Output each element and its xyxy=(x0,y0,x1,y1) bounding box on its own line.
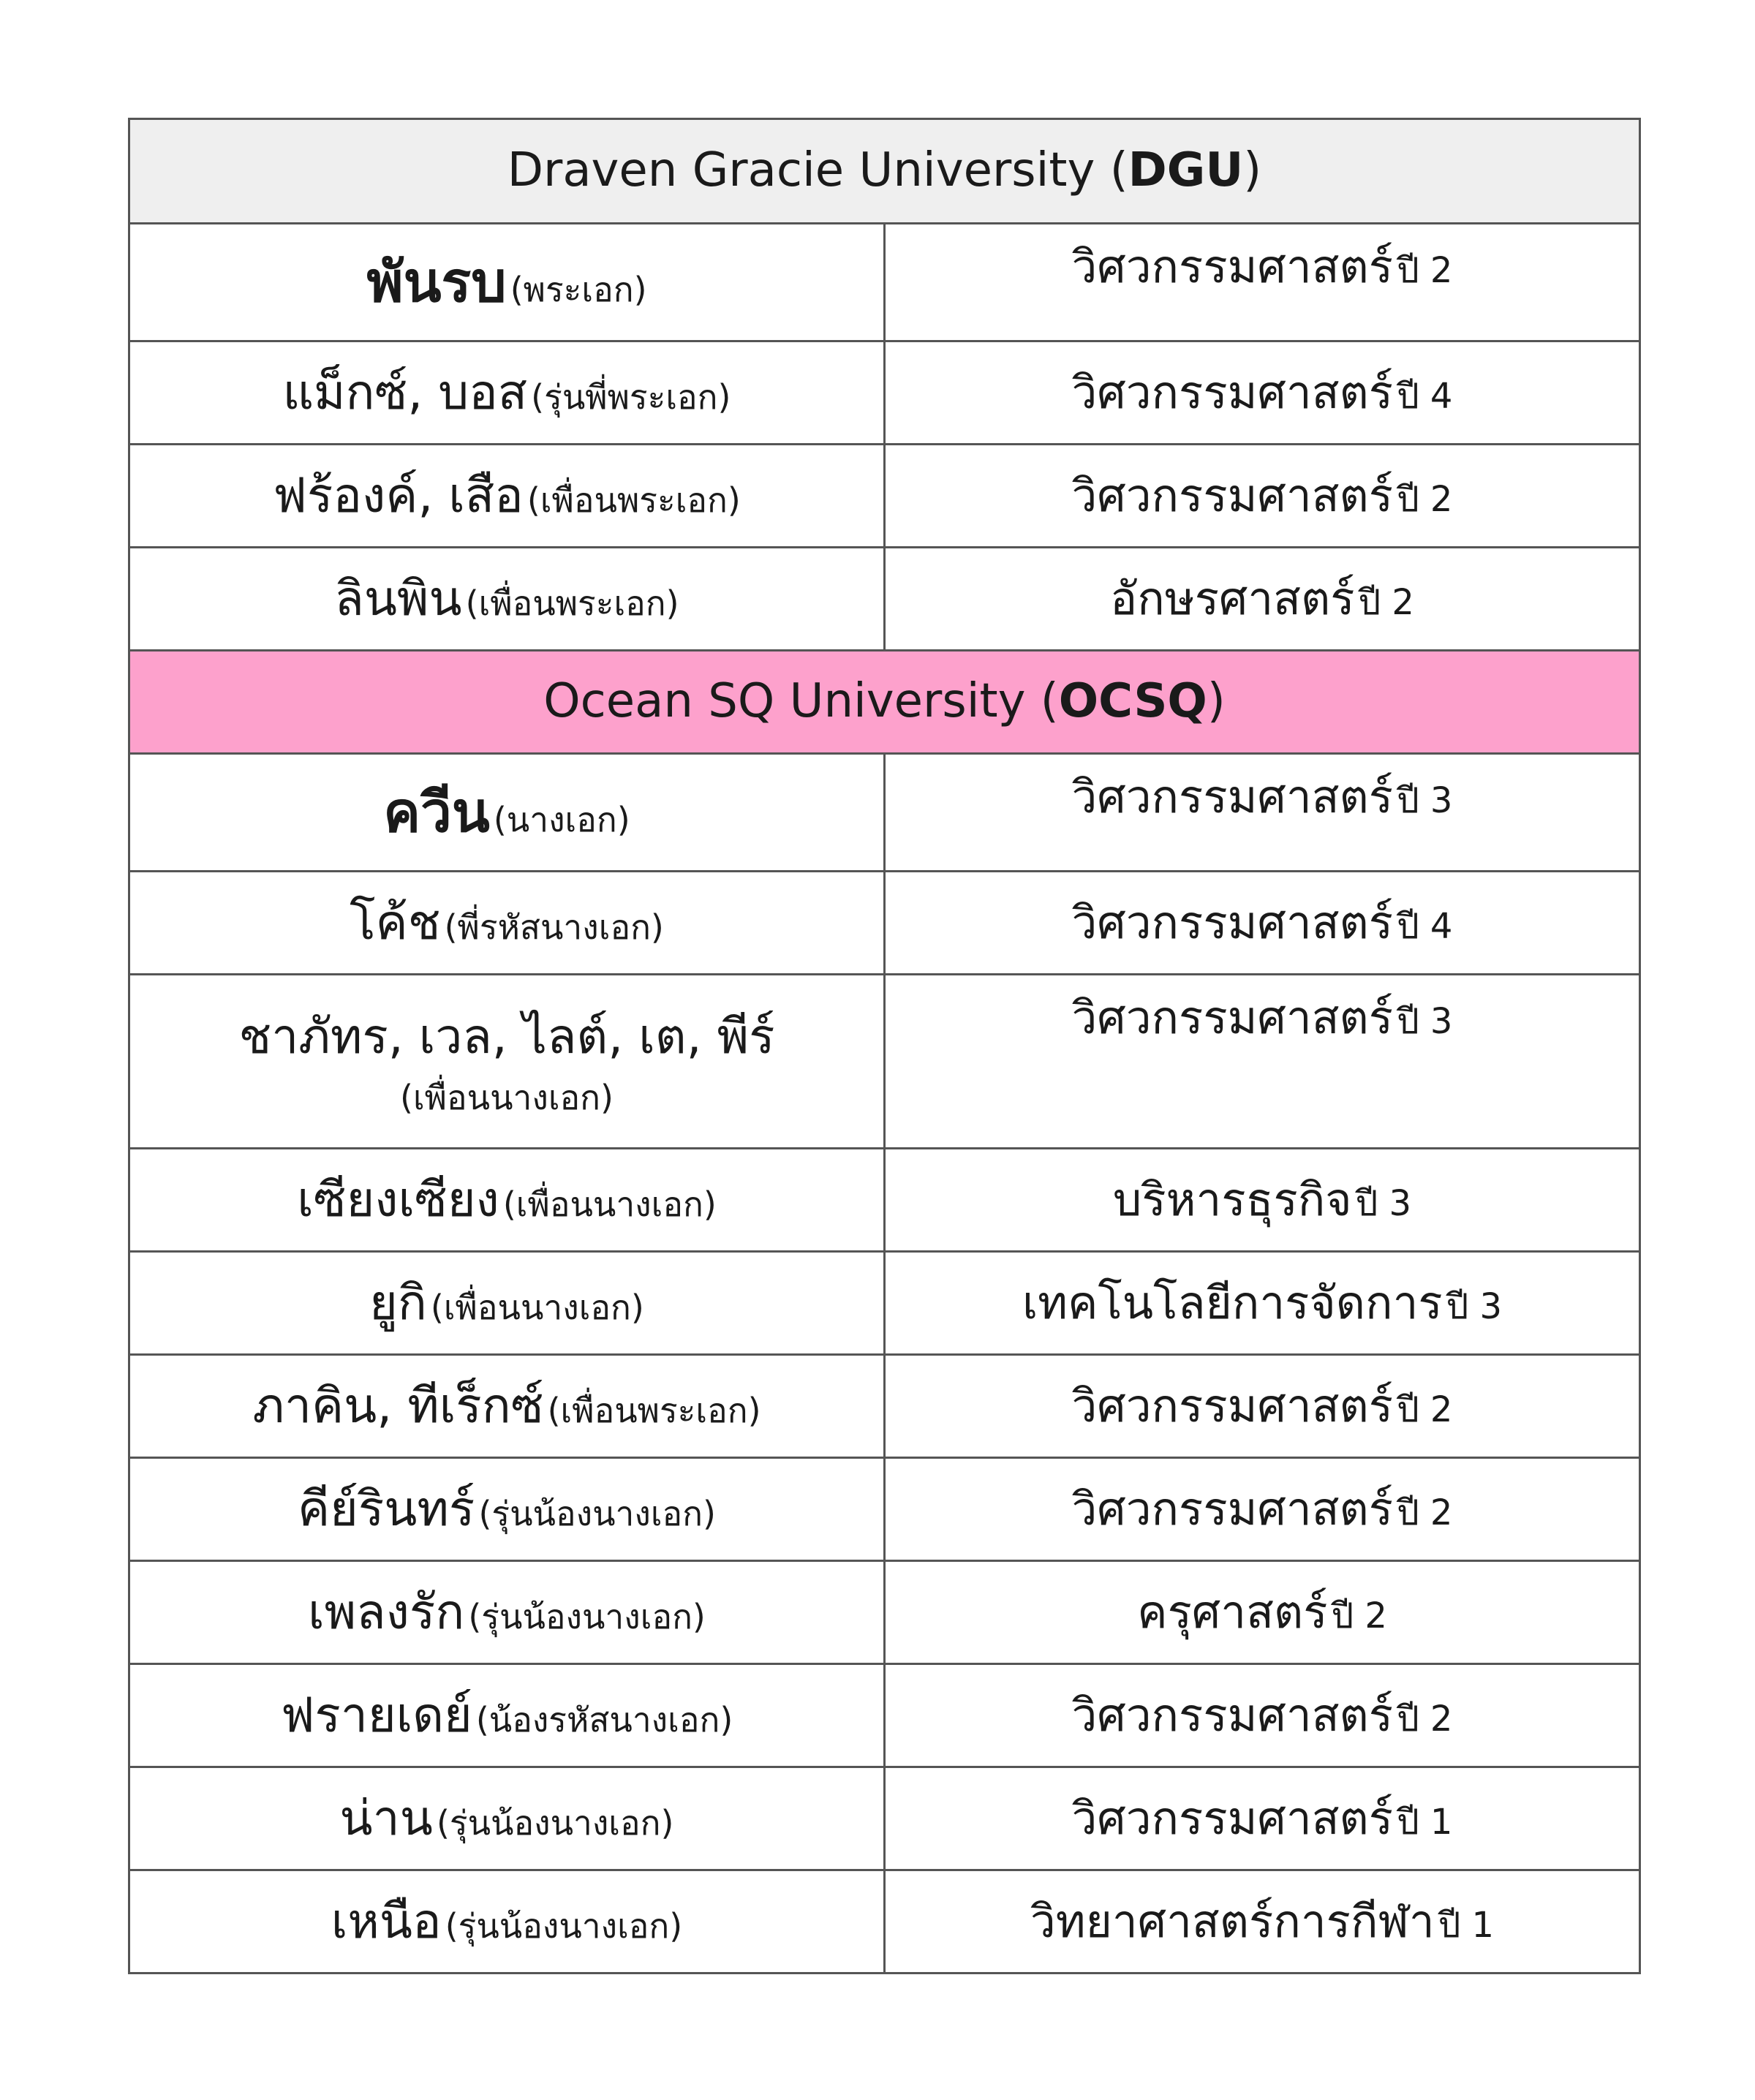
major-cell xyxy=(885,548,1640,651)
character-role: (รุ่นพี่พระเอก) xyxy=(531,377,731,418)
character-row xyxy=(129,224,1640,341)
study-year: ปี 2 xyxy=(1397,1492,1453,1534)
major-cell xyxy=(885,224,1640,341)
character-name: น่าน xyxy=(339,1790,433,1847)
major-cell xyxy=(885,1767,1640,1870)
character-cell xyxy=(129,341,885,445)
character-row xyxy=(129,1561,1640,1664)
character-role: (น้องรหัสนางเอก) xyxy=(475,1700,733,1740)
major-name: วิศวกรรมศาสตร์ xyxy=(1071,991,1394,1044)
character-row xyxy=(129,1149,1640,1252)
character-role: (เพื่อนนางเอก) xyxy=(400,1077,614,1117)
study-year: ปี 2 xyxy=(1397,479,1453,521)
character-name: ควีน xyxy=(383,779,490,845)
study-year: ปี 4 xyxy=(1397,906,1453,948)
major-cell xyxy=(885,1664,1640,1767)
university-title xyxy=(129,119,1640,224)
character-name: พันรบ xyxy=(366,249,507,315)
character-cell xyxy=(129,754,885,872)
character-role: (รุ่นน้องนางเอก) xyxy=(468,1597,706,1637)
character-name: ลินพิน xyxy=(334,570,462,627)
major-cell xyxy=(885,872,1640,975)
study-year: ปี 3 xyxy=(1446,1286,1503,1328)
character-row xyxy=(129,1252,1640,1355)
major-name: วิศวกรรมศาสตร์ xyxy=(1071,1482,1394,1536)
character-name: ฟรายเดย์ xyxy=(280,1687,472,1744)
character-row xyxy=(129,1870,1640,1974)
major-name: วิศวกรรมศาสตร์ xyxy=(1071,896,1394,950)
major-name: วิศวกรรมศาสตร์ xyxy=(1071,469,1394,523)
character-role: (รุ่นน้องนางเอก) xyxy=(445,1906,683,1946)
major-name: ครุศาสตร์ xyxy=(1137,1585,1328,1639)
university-name: Draven Gracie University xyxy=(507,143,1095,198)
character-role: (พี่รหัสนางเอก) xyxy=(444,907,664,948)
major-cell xyxy=(885,445,1640,548)
character-row xyxy=(129,445,1640,548)
paren-close: ) xyxy=(1243,143,1262,198)
character-cell xyxy=(129,1870,885,1974)
character-cell xyxy=(129,548,885,651)
study-year: ปี 4 xyxy=(1397,376,1453,418)
major-cell xyxy=(885,975,1640,1149)
character-row xyxy=(129,754,1640,872)
character-row xyxy=(129,975,1640,1149)
university-name: Ocean SQ University xyxy=(543,674,1026,729)
character-name: เหนือ xyxy=(331,1893,442,1950)
paren-open: ( xyxy=(1025,674,1059,729)
study-year: ปี 3 xyxy=(1397,780,1453,821)
character-role: (พระเอก) xyxy=(510,270,647,310)
character-role: (รุ่นน้องนางเอก) xyxy=(478,1494,716,1534)
character-cell xyxy=(129,1149,885,1252)
character-row xyxy=(129,341,1640,445)
character-name: ยูกิ xyxy=(369,1274,427,1332)
study-year: ปี 3 xyxy=(1355,1183,1411,1225)
major-name: วิศวกรรมศาสตร์ xyxy=(1071,1791,1394,1846)
character-cell xyxy=(129,1458,885,1561)
major-cell xyxy=(885,754,1640,872)
major-name: วิศวกรรมศาสตร์ xyxy=(1071,240,1394,293)
study-year: ปี 2 xyxy=(1397,1389,1453,1431)
character-row xyxy=(129,1355,1640,1458)
major-name: วิทยาศาสตร์การกีฬา xyxy=(1030,1895,1435,1949)
study-year: ปี 1 xyxy=(1397,1802,1453,1843)
character-cell xyxy=(129,872,885,975)
character-cell xyxy=(129,975,885,1149)
paren-close: ) xyxy=(1207,674,1226,729)
paren-open: ( xyxy=(1095,143,1128,198)
study-year: ปี 3 xyxy=(1397,1001,1453,1042)
character-role: (เพื่อนพระเอก) xyxy=(547,1391,761,1431)
major-cell xyxy=(885,1870,1640,1974)
major-cell xyxy=(885,1355,1640,1458)
major-cell xyxy=(885,1458,1640,1561)
major-cell xyxy=(885,341,1640,445)
character-name: แม็กซ์, บอส xyxy=(282,364,528,421)
major-cell xyxy=(885,1149,1640,1252)
study-year: ปี 1 xyxy=(1438,1905,1495,1946)
character-row xyxy=(129,872,1640,975)
university-header-dgu xyxy=(129,119,1640,224)
major-name: วิศวกรรมศาสตร์ xyxy=(1071,1688,1394,1742)
character-row xyxy=(129,548,1640,651)
university-abbr: OCSQ xyxy=(1058,674,1207,729)
character-name: คีย์รินทร์ xyxy=(298,1481,475,1538)
major-name: อักษรศาสตร์ xyxy=(1110,572,1355,626)
character-cell xyxy=(129,445,885,548)
character-cell xyxy=(129,1664,885,1767)
major-name: เทคโนโลยีการจัดการ xyxy=(1022,1276,1443,1330)
major-cell xyxy=(885,1561,1640,1664)
study-year: ปี 2 xyxy=(1358,582,1414,624)
character-cell xyxy=(129,1767,885,1870)
character-name: โค้ช xyxy=(350,894,441,951)
major-name: วิศวกรรมศาสตร์ xyxy=(1071,770,1394,823)
character-row xyxy=(129,1767,1640,1870)
major-name: บริหารธุรกิจ xyxy=(1112,1173,1352,1227)
character-role: (เพื่อนนางเอก) xyxy=(430,1288,644,1328)
character-cell xyxy=(129,1355,885,1458)
character-role: (นางเอก) xyxy=(493,800,630,840)
character-row xyxy=(129,1664,1640,1767)
character-role: (เพื่อนพระเอก) xyxy=(465,583,679,624)
character-name: ฟร้องค์, เสือ xyxy=(273,467,524,524)
character-row xyxy=(129,1458,1640,1561)
character-name: เพลงรัก xyxy=(308,1584,465,1641)
major-name: วิศวกรรมศาสตร์ xyxy=(1071,1379,1394,1433)
character-cell xyxy=(129,224,885,341)
study-year: ปี 2 xyxy=(1331,1595,1387,1637)
character-cell xyxy=(129,1252,885,1355)
character-name: ภาคิน, ทีเร็กซ์ xyxy=(252,1378,544,1435)
character-role: (รุ่นน้องนางเอก) xyxy=(436,1803,674,1843)
character-name: ชาภัทร, เวล, ไลต์, เต, พีร์ xyxy=(238,1008,775,1065)
study-year: ปี 2 xyxy=(1397,250,1453,291)
character-sheet xyxy=(128,118,1639,1974)
major-cell xyxy=(885,1252,1640,1355)
study-year: ปี 2 xyxy=(1397,1699,1453,1740)
major-name: วิศวกรรมศาสตร์ xyxy=(1071,366,1394,420)
character-role: (เพื่อนนางเอก) xyxy=(502,1185,717,1225)
university-title xyxy=(129,651,1640,754)
character-table xyxy=(128,118,1641,1974)
university-header-ocsq xyxy=(129,651,1640,754)
character-role: (เพื่อนพระเอก) xyxy=(526,480,741,521)
university-abbr: DGU xyxy=(1128,143,1244,198)
character-cell xyxy=(129,1561,885,1664)
character-name: เซียงเซียง xyxy=(297,1171,499,1228)
